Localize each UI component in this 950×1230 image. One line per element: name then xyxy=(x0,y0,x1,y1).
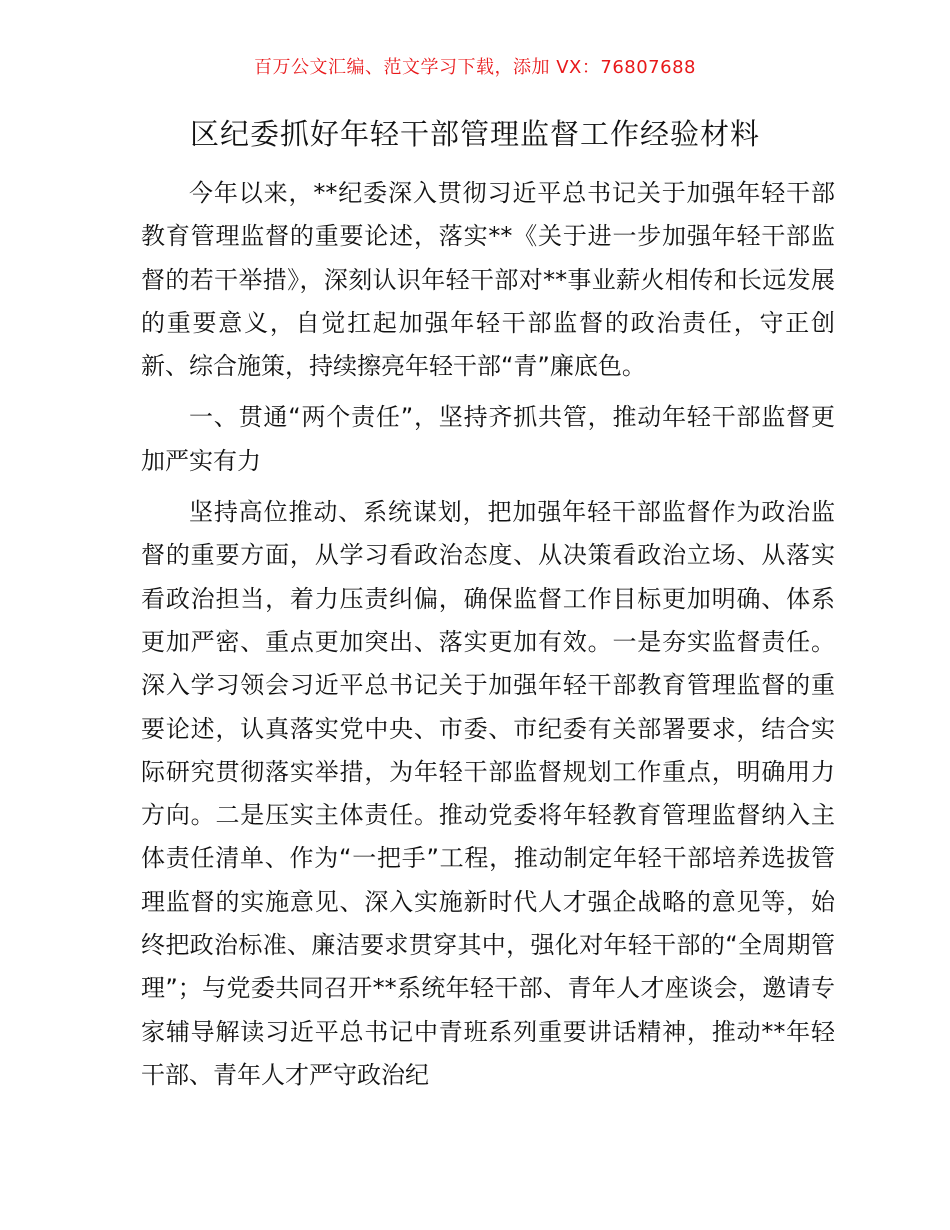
document-body xyxy=(141,172,835,1105)
paragraph-intro: 今年以来，**纪委深入贯彻习近平总书记关于加强年轻干部教育管理监督的重要论述，落实**《关于进一步加强年轻干部监督的若干举措》，深刻认识年轻干部对**事业薪火相传和长远发展的重要意义，自觉扛起加强年轻干部监督的政治责任，守正创新、综合施策，持续擦亮年轻干部“青”廉底色。 xyxy=(141,179,835,381)
section-heading-1: 一、贯通“两个责任”，坚持齐抓共管，推动年轻干部监督更加严实有力 xyxy=(141,403,835,475)
document-title: 区纪委抓好年轻干部管理监督工作经验材料 xyxy=(189,117,760,151)
paragraph-section-1-body: 坚持高位推动、系统谋划，把加强年轻干部监督作为政治监督的重要方面，从学习看政治态度、从决策看政治立场、从落实看政治担当，着力压责纠偏，确保监督工作目标更加明确、体系更加严密、重点更加突出、落实更加有效。一是夯实监督责任。深入学习领会习近平总书记关于加强年轻干部教育管理监督的重要论述，认真落实党中央、市委、市纪委有关部署要求，结合实际研究贯彻落实举措，为年轻干部监督规划工作重点，明确用力方向。二是压实主体责任。推动党委将年轻教育管理监督纳入主体责任清单、作为“一把手”工程，推动制定年轻干部培养选拔管理监督的实施意见、深入实施新时代人才强企战略的意见等，始终把政治标准、廉洁要求贯穿其中，强化对年轻干部的“全周期管理”；与党委共同召开**系统年轻干部、青年人才座谈会，邀请专家辅导解读习近平总书记中青班系列重要讲话精神，推动**年轻干部、青年人才严守政治纪 xyxy=(141,498,835,1089)
header-watermark-note: 百万公文汇编、范文学习下载，添加 VX：76807688 xyxy=(254,57,696,78)
